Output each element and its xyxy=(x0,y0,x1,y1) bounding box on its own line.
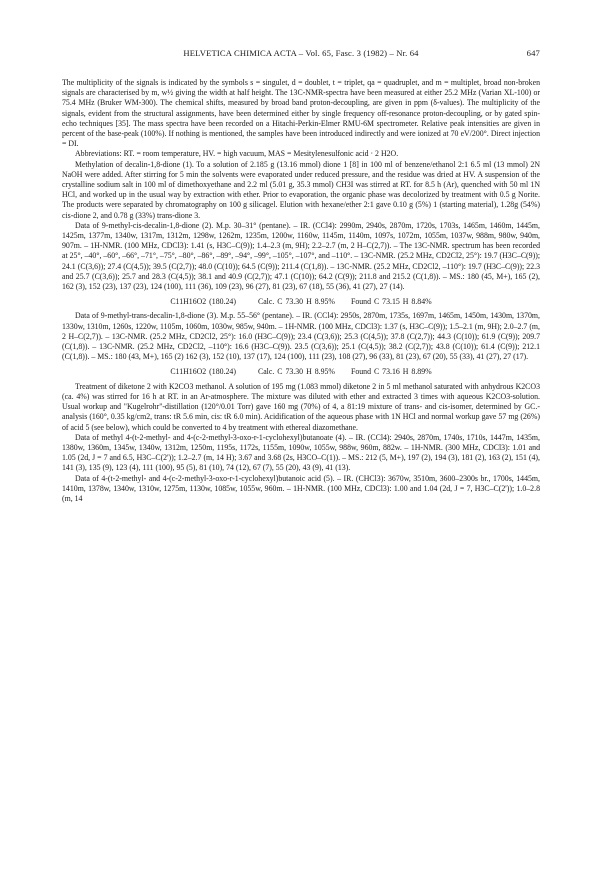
elemental-analysis-2 xyxy=(62,367,540,377)
found-values: Found C 73.16 H 8.89% xyxy=(350,367,432,377)
journal-page xyxy=(62,48,540,504)
running-header xyxy=(62,48,540,64)
paragraph-methylation: Methylation of decalin-1,8-dione (1). To a solution of 2.185 g (13.16 mmol) dione 1 [8] in 100 ml of benzene/ethanol 2:1 6.5 ml (13 mmol) 2N NaOH were added. After stirring for 5 min the solvents were evaporated under reduced pressure, and the residue was dried at HV. A suspension of the crystalline sodium salt in 100 ml of dimethoxyethane and 2.2 ml (5.01 g, 35.3 mmol) CH3I was stirred at RT. for 8.5 h (Ar), quenched with 50 ml 1N HCl, and worked up in the usual way by extraction with ether. Prior to evaporation, the organic phase was decolorized by treatment with 0.5 g Norite. The products were separated by chromatography on 100 g silicagel. Elution with hexane/ether 2:1 gave 0.10 g (5%) 1 (starting material), 1.28g (54%) cis-dione 2, and 0.78 g (33%) trans-dione 3. xyxy=(62,159,540,220)
journal-title: HELVETICA CHIMICA ACTA – Vol. 65, Fasc. 3 (1982) – Nr. 64 xyxy=(183,48,419,58)
found-values: Found C 73.15 H 8.84% xyxy=(350,297,432,307)
paragraph-data-cis-dione: Data of 9-methyl-cis-decalin-1,8-dione (2). M.p. 30–31° (pentane). – IR. (CCl4): 2990m, 2940s, 2870m, 1720s, 1703s, 1465m, 1460m, 1445m, 1425m, 1377m, 1340w, 1317m, 1312m, 1298w, 1262m, 1235m, 1200w, 1160w, 1145m, 1140m, 1097s, 1072m, 1055m, 1037w, 988m, 980w, 940m, 907m. – 1H-NMR. (100 MHz, CDCl3): 1.41 (s, H3C–C(9)); 1.4–2.3 (m, 9H); 2.2–2.7 (m, 2 H–C(2,7)). – The 13C-NMR. spectrum has been recorded at 25°, –40°, –60°, –66°, –71°, –75°, –80°, –86°, –89°, –94°, –99°, –105°, –107°, and –110°. – 13C-NMR. (25.2 MHz, CD2Cl2, 25°): 19.7 (H3C–C(9)); 24.1 (C(3,6)); 27.4 (C(4,5)); 39.5 (C(2,7)); 48.0 (C(10)); 64.5 (C(9)); 211.4 (C(1,8)). – 13C-NMR. (25.2 MHz, CD2Cl2, –110°): 19.7 (H3C–C(9)); 22.3 and 25.7 (C(3,6)); 25.7 and 28.3 (C(4,5)); 38.1 and 40.9 (C(2,7)); 47.1 (C(10)); 64.2 (C(9)); 211.8 and 215.2 (C(1,8)). – MS.: 180 (45, M+), 165 (2), 162 (3), 152 (23), 137 (23), 124 (100), 111 (36), 109 (23), 96 (27), 81 (23), 67 (18), 55 (36), 41 (27), 27 (14). xyxy=(62,220,540,292)
article-body xyxy=(62,78,540,504)
paragraph-nmr-conventions: The multiplicity of the signals is indicated by the symbols s = singulet, d = doublet, t = triplet, qa = quadruplet, and m = multiplet, broad non-broken signals are characterised by m, w½ giving the width at half height. The 13C-NMR-spectra have been measured at either 25.2 MHz (Varian XL-100) or 75.4 MHz (Bruker WM-300). The chemical shifts, measured by broad band proton-decoupling, are given in ppm (δ-values). The multiplicity of the signals, evident from the structural assignments, have been determined either by single frequency off-resonance proton-decoupling, or by gated spin-echo techniques [35]. The mass spectra have been recorded on a Hitachi-Perkin-Elmer RMU-6M spectrometer. Relative peak intensities are given in percent of the base-peak (100%). If nothing is mentioned, the samples have been introduced indirectly and were ionized at 70 eV/200°. Direct injection = DI. xyxy=(62,78,540,149)
paragraph-data-acid: Data of 4-(t-2-methyl- and 4-(c-2-methyl-3-oxo-r-1-cyclohexyl)butanoic acid (5). – IR. (CHCl3): 3670w, 3510m, 3600–2300s br., 1700s, 1445m, 1410m, 1378w, 1340w, 1310w, 1275m, 1130w, 1085w, 1055w, 960m. – 1H-NMR. (100 MHz, CDCl3): 1.00 and 1.04 (2d, J = 7, H3C–C(2')); 1.0–2.8 (m, 14 xyxy=(62,473,540,503)
paragraph-k2co3-treatment: Treatment of diketone 2 with K2CO3 methanol. A solution of 195 mg (1.083 mmol) diketone 2 in 5 ml methanol saturated with anhydrous K2CO3 (ca. 4%) was stirred for 16 h at RT. in an Ar-atmosphere. The mixture was diluted with ether and extracted 3 times with aqueous K2CO3-solution. Usual workup and "Kugelrohr"-distillation (120°/0.01 Torr) gave 160 mg (70%) of 4, a 81:19 mixture of trans- and cis-isomer, determined by GC.-analysis (160°, 0.35 kg/cm2, trans: tR 5.6 min, cis: tR 6.0 min). Acidification of the aqueous phase with 1N HCl and normal workup gave 57 mg (26%) of acid 5 (see below), which could be converted to 4 by treatment with ethereal diazomethane. xyxy=(62,381,540,432)
molecular-formula: C11H16O2 (180.24) xyxy=(170,367,236,377)
molecular-formula: C11H16O2 (180.24) xyxy=(170,297,236,307)
paragraph-data-trans-dione: Data of 9-methyl-trans-decalin-1,8-dione (3). M.p. 55–56° (pentane). – IR. (CCl4): 2950s, 2870m, 1735s, 1697m, 1465m, 1450m, 1430m, 1370m, 1330w, 1310m, 1260s, 1220w, 1105m, 1060m, 1030w, 985w, 940m. – 1H-NMR. (100 MHz, CDCl3): 1.37 (s, H3C–C(9)); 1.5–2.1 (m, 9H); 2.0–2.7 (m, 2 H–C(2,7)). – 13C-NMR. (25.2 MHz, CD2Cl2, 25°): 16.0 (H3C–C(9)); 23.4 (C(3,6)); 25.3 (C(4,5)); 37.8 (C(2,7)); 44.3 (C(10)); 61.9 (C(9)); 209.7 (C(1,8)). – 13C-NMR. (25.2 MHz, CD2Cl2, –110°): 16.6 (H3C–C(9)). 23.5 (C(3,6)); 25.1 (C(4,5)); 38.2 (C(2,7)); 43.8 (C(10)); 61.4 (C(9)); 212.1 (C(1,8)). – MS.: 180 (43, M+), 165 (2) 162 (3), 152 (10), 137 (17), 124 (100), 111 (23), 108 (27), 96 (33), 81 (23), 67 (20), 55 (33), 41 (27), 27 (17). xyxy=(62,311,540,362)
calc-values: Calc. C 73.30 H 8.95% xyxy=(257,297,335,307)
calc-values: Calc. C 73.30 H 8.95% xyxy=(257,367,335,377)
paragraph-data-ester: Data of methyl 4-(t-2-methyl- and 4-(c-2-methyl-3-oxo-r-1-cyclohexyl)butanoate (4). – IR. (CCl4): 2940s, 2870m, 1740s, 1710s, 1447m, 1435m, 1380w, 1360m, 1345w, 1340w, 1312m, 1250m, 1195s, 1172s, 1155m, 1090w, 1055w, 988w, 960m, 882w. – 1H-NMR. (300 MHz, CDCl3): 1.01 and 1.05 (2d, J = 7 and 6.5, H3C–C(2')); 1.2–2.7 (m, 14 H); 3.67 and 3.68 (2s, H3CO–C(1)). – MS.: 212 (5, M+), 197 (2), 194 (3), 181 (2), 163 (2), 151 (4), 141 (3), 135 (9), 123 (4), 111 (100), 95 (5), 81 (10), 74 (12), 67 (7), 55 (20), 43 (9), 41 (13). xyxy=(62,432,540,473)
page-number: 647 xyxy=(526,48,540,58)
elemental-analysis-1 xyxy=(62,297,540,307)
paragraph-abbreviations: Abbreviations: RT. = room temperature, HV. = high vacuum, MAS = Mesitylenesulfonic acid · 2 H2O. xyxy=(75,149,399,159)
